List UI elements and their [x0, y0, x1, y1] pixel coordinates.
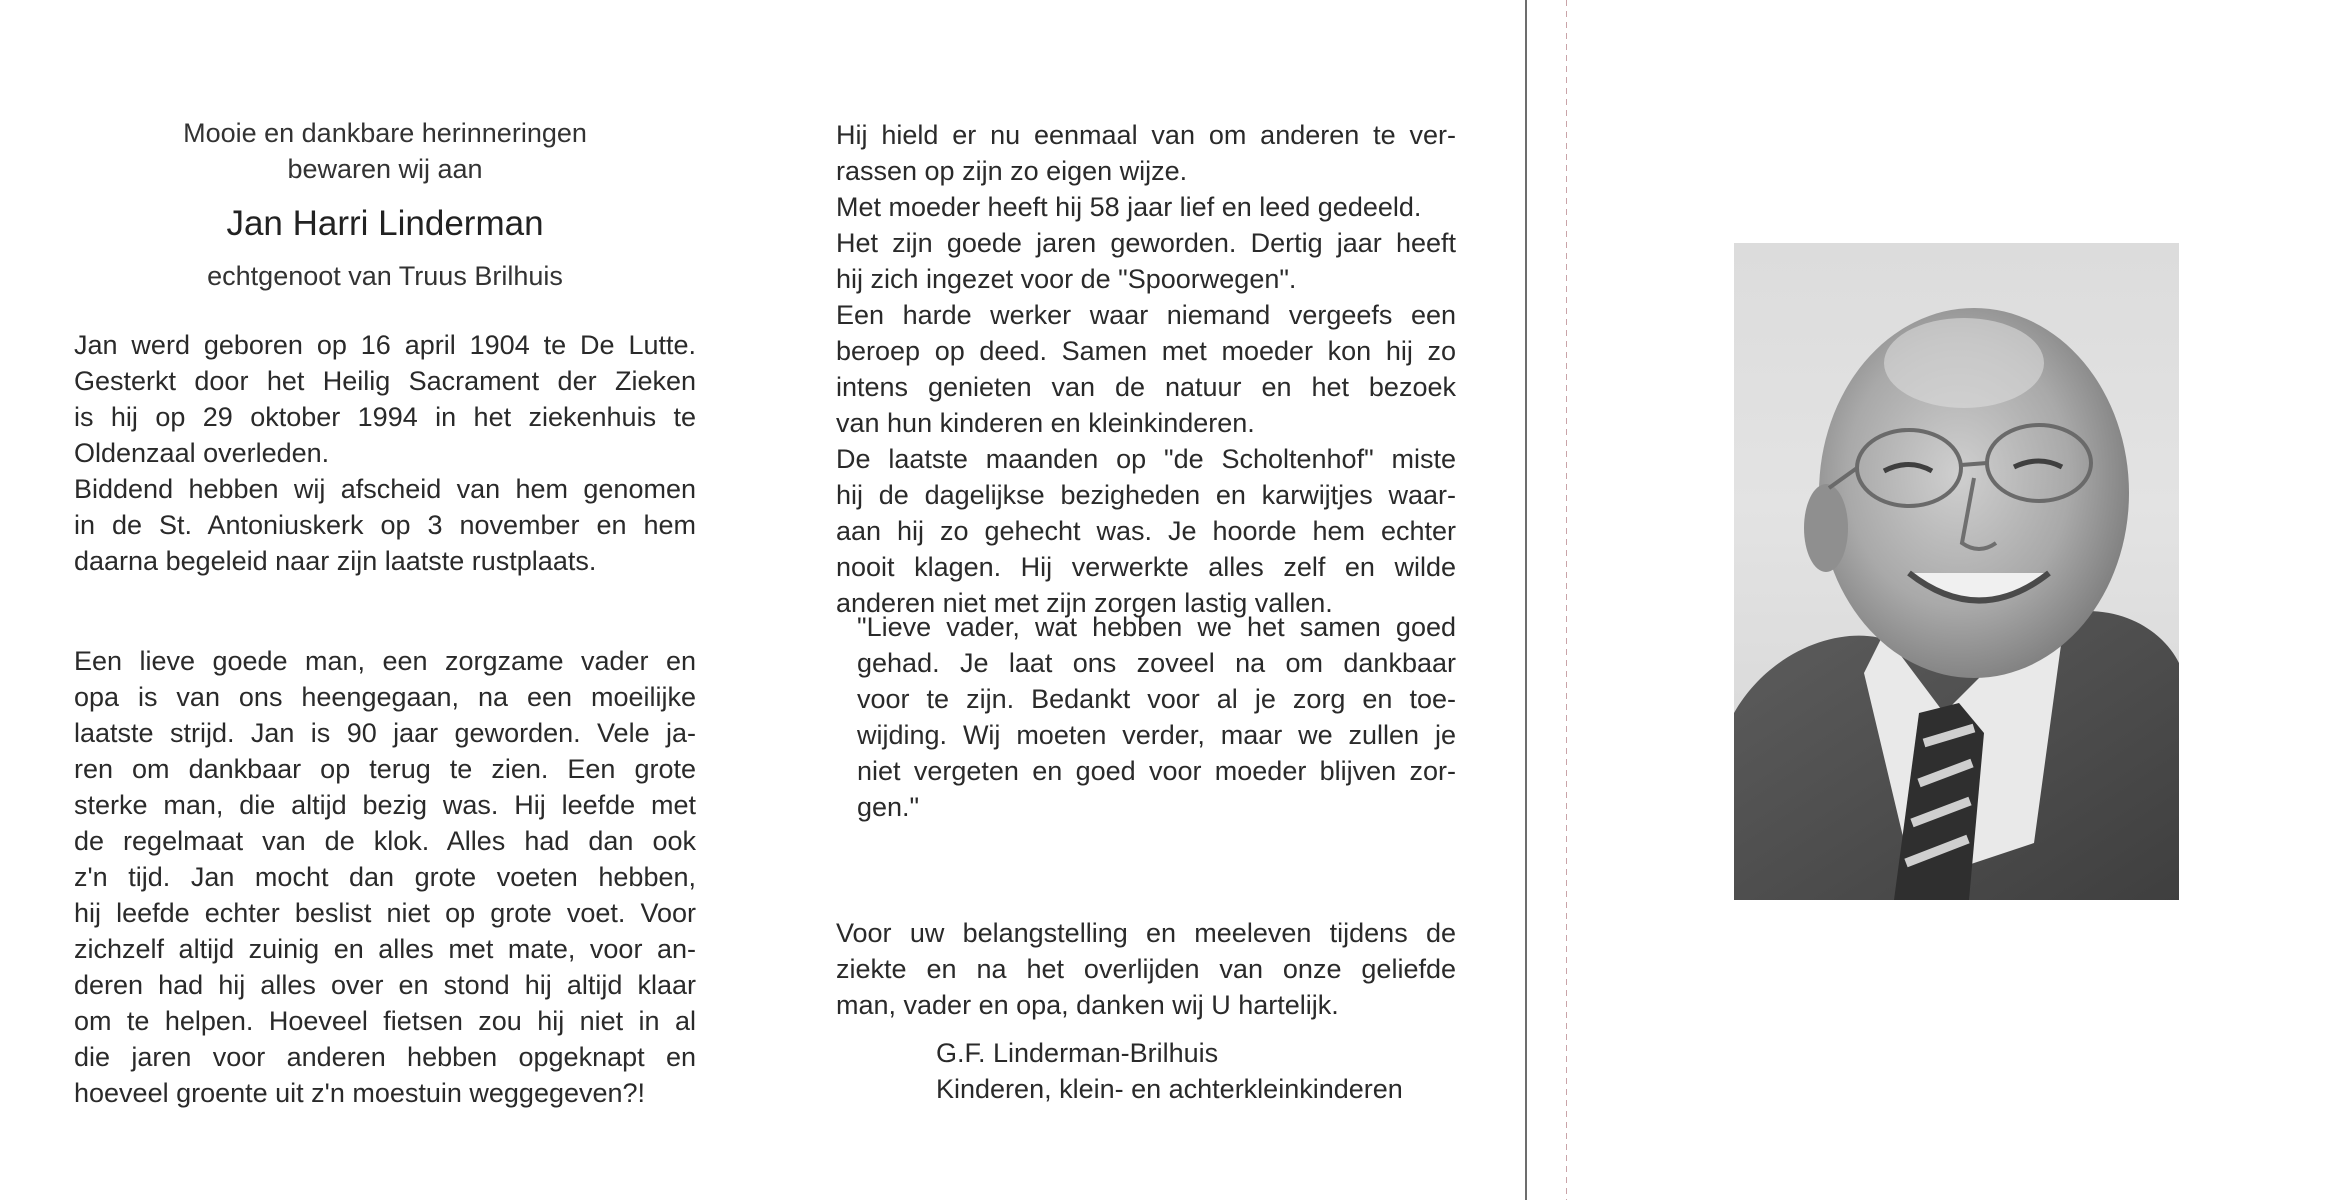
text-line: Hij hield er nu eenmaal van om anderen te ver-	[836, 120, 1456, 150]
text-line: zichzelf altijd zuinig en alles met mate, voor an-	[74, 934, 696, 964]
text-line: De laatste maanden op "de Scholtenhof" miste	[836, 444, 1456, 474]
text-line: hij de dagelijkse bezigheden en karwijtjes waar-	[836, 480, 1456, 510]
spouse-line: echtgenoot van Truus Brilhuis	[207, 261, 563, 291]
text-line: de regelmaat van de klok. Alles had dan ook	[74, 826, 696, 856]
text-line: Oldenzaal overleden.	[74, 438, 330, 468]
deceased-name: Jan Harri Linderman	[226, 204, 544, 243]
cut-line	[1566, 0, 1567, 1200]
text-line: Biddend hebben wij afscheid van hem genomen	[74, 474, 696, 504]
text-line: deren had hij alles over en stond hij altijd klaar	[74, 970, 696, 1000]
text-line: daarna begeleid naar zijn laatste rustplaats.	[74, 546, 597, 576]
text-line: Gesterkt door het Heilig Sacrament der Zieken	[74, 366, 696, 396]
signatory-line: Kinderen, klein- en achterkleinkinderen	[936, 1074, 1403, 1104]
text-line: Een harde werker waar niemand vergeefs een	[836, 300, 1456, 330]
signatories	[936, 1035, 1456, 1107]
text-line: hoeveel groente uit z'n moestuin weggegeven?!	[74, 1078, 646, 1108]
text-line: van hun kinderen en kleinkinderen.	[836, 408, 1255, 438]
text-line: Een lieve goede man, een zorgzame vader en	[74, 646, 696, 676]
portrait-photo	[1734, 243, 2179, 900]
memories-paragraph	[836, 117, 1456, 621]
text-line: Voor uw belangstelling en meeleven tijdens de	[836, 918, 1456, 948]
text-line: aan hij zo gehecht was. Je hoorde hem echter	[836, 516, 1456, 546]
card-back-page	[1527, 0, 2328, 1200]
text-line: wijding. Wij moeten verder, maar we zullen je	[857, 720, 1456, 750]
text-line: "Lieve vader, wat hebben we het samen goed	[857, 612, 1456, 642]
text-line: beroep op deed. Samen met moeder kon hij zo	[836, 336, 1456, 366]
text-line: Jan werd geboren op 16 april 1904 te De Lutte.	[74, 330, 696, 360]
text-line: niet vergeten en goed voor moeder blijven zor-	[857, 756, 1456, 786]
tribute-paragraph	[74, 643, 696, 1111]
text-line: nooit klagen. Hij verwerkte alles zelf en wilde	[836, 552, 1456, 582]
text-line: intens genieten van de natuur en het bezoek	[836, 372, 1456, 402]
text-line: Het zijn goede jaren geworden. Dertig jaar heeft	[836, 228, 1456, 258]
text-line: gen."	[857, 792, 920, 822]
text-line: ziekte en na het overlijden van onze geliefde	[836, 954, 1456, 984]
text-line: is hij op 29 oktober 1994 in het ziekenhuis te	[74, 402, 696, 432]
text-line: die jaren voor anderen hebben opgeknapt en	[74, 1042, 696, 1072]
portrait-illustration	[1734, 243, 2179, 900]
text-line: z'n tijd. Jan mocht dan grote voeten hebben,	[74, 862, 696, 892]
text-line: voor te zijn. Bedankt voor al je zorg en toe-	[857, 684, 1456, 714]
text-line: rassen op zijn zo eigen wijze.	[836, 156, 1188, 186]
text-line: man, vader en opa, danken wij U hartelijk.	[836, 990, 1339, 1020]
thanks-paragraph	[836, 915, 1456, 1023]
text-line: opa is van ons heengegaan, na een moeilijke	[74, 682, 696, 712]
text-line: in de St. Antoniuskerk op 3 november en hem	[74, 510, 696, 540]
text-line: ren om dankbaar op terug te zien. Een grote	[74, 754, 696, 784]
quote-paragraph	[857, 609, 1456, 825]
text-line: laatste strijd. Jan is 90 jaar geworden. Vele ja-	[74, 718, 696, 748]
biography-paragraph	[74, 327, 696, 579]
text-line: gehad. Je laat ons zoveel na om dankbaar	[857, 648, 1456, 678]
text-line: Met moeder heeft hij 58 jaar lief en leed gedeeld.	[836, 192, 1422, 222]
text-line: sterke man, die altijd bezig was. Hij leefde met	[74, 790, 696, 820]
text-line: anderen niet met zijn zorgen lastig vallen.	[836, 588, 1333, 618]
signatory-line: G.F. Linderman-Brilhuis	[936, 1038, 1219, 1068]
intro-line-1: Mooie en dankbare herinneringen	[183, 118, 587, 148]
intro-line-2: bewaren wij aan	[287, 154, 483, 184]
text-line: hij zich ingezet voor de "Spoorwegen".	[836, 264, 1297, 294]
text-line: hij leefde echter beslist niet op grote voet. Voor	[74, 898, 696, 928]
text-line: om te helpen. Hoeveel fietsen zou hij niet in al	[74, 1006, 696, 1036]
